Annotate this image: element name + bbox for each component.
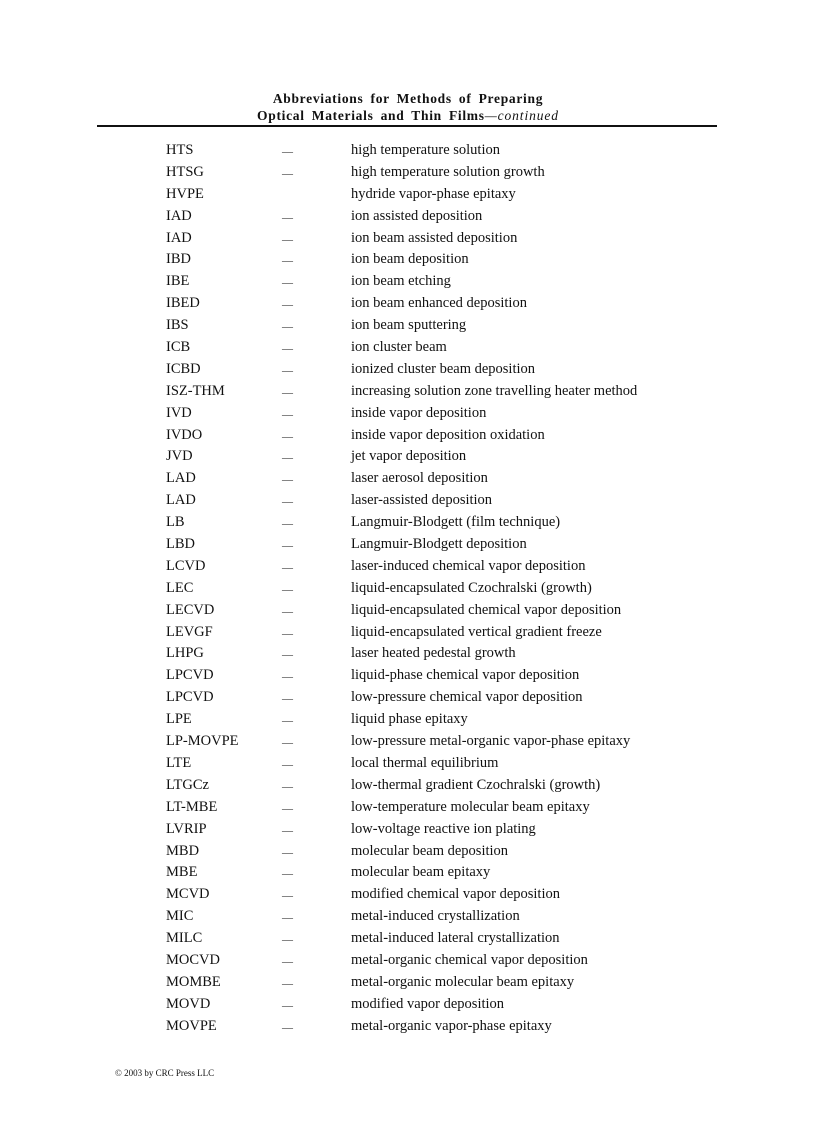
dash-separator: — bbox=[282, 496, 293, 509]
page-title bbox=[0, 90, 816, 124]
description: metal-induced lateral crystallization bbox=[351, 930, 560, 947]
description: inside vapor deposition bbox=[351, 404, 487, 421]
abbreviation: LPCVD bbox=[166, 689, 214, 706]
dash-separator: — bbox=[282, 452, 293, 465]
abbreviation: LHPG bbox=[166, 645, 204, 662]
list-item bbox=[0, 821, 816, 843]
description: metal-organic vapor-phase epitaxy bbox=[351, 1017, 552, 1034]
title-line-2 bbox=[0, 107, 816, 124]
dash-separator: — bbox=[282, 518, 293, 531]
description: Langmuir-Blodgett deposition bbox=[351, 536, 527, 553]
dash-separator: — bbox=[282, 977, 293, 990]
dash-separator: — bbox=[282, 408, 293, 421]
dash-separator: — bbox=[282, 299, 293, 312]
description: low-pressure chemical vapor deposition bbox=[351, 689, 583, 706]
list-item bbox=[0, 624, 816, 646]
list-item bbox=[0, 361, 816, 383]
list-item bbox=[0, 142, 816, 164]
description: liquid-encapsulated vertical gradient freeze bbox=[351, 623, 602, 640]
description: ion cluster beam bbox=[351, 339, 447, 356]
list-item bbox=[0, 908, 816, 930]
description: inside vapor deposition oxidation bbox=[351, 426, 545, 443]
description: ion beam sputtering bbox=[351, 317, 467, 334]
dash-separator: — bbox=[282, 999, 293, 1012]
abbreviation: LCVD bbox=[166, 557, 206, 574]
description: molecular beam epitaxy bbox=[351, 864, 491, 881]
description: Langmuir-Blodgett (film technique) bbox=[351, 514, 561, 531]
dash-separator: — bbox=[282, 758, 293, 771]
dash-separator: — bbox=[282, 649, 293, 662]
description: increasing solution zone travelling heater method bbox=[351, 382, 638, 399]
description: jet vapor deposition bbox=[351, 448, 467, 465]
list-item bbox=[0, 777, 816, 799]
title-line-1: Abbreviations for Methods of Preparing bbox=[272, 91, 544, 106]
list-item bbox=[0, 536, 816, 558]
dash-separator: — bbox=[282, 912, 293, 925]
abbreviation: MILC bbox=[166, 930, 203, 947]
list-item bbox=[0, 580, 816, 602]
description: liquid-encapsulated Czochralski (growth) bbox=[351, 579, 592, 596]
list-item bbox=[0, 427, 816, 449]
abbreviation: IBS bbox=[166, 317, 189, 334]
description: ion beam etching bbox=[351, 273, 451, 290]
dash-separator: — bbox=[282, 430, 293, 443]
abbreviation: IAD bbox=[166, 207, 192, 224]
abbreviation: MBD bbox=[166, 842, 200, 859]
list-item bbox=[0, 864, 816, 886]
title-line-2-text: Optical Materials and Thin Films bbox=[257, 108, 485, 123]
abbreviation: LPCVD bbox=[166, 667, 214, 684]
list-item bbox=[0, 383, 816, 405]
list-item bbox=[0, 711, 816, 733]
list-item bbox=[0, 317, 816, 339]
abbreviation: HTSG bbox=[166, 163, 204, 180]
list-item bbox=[0, 273, 816, 295]
list-item bbox=[0, 974, 816, 996]
list-item bbox=[0, 996, 816, 1018]
dash-separator: — bbox=[282, 715, 293, 728]
list-item bbox=[0, 799, 816, 821]
list-item bbox=[0, 470, 816, 492]
description: laser-induced chemical vapor deposition bbox=[351, 557, 586, 574]
list-item bbox=[0, 492, 816, 514]
list-item bbox=[0, 251, 816, 273]
abbreviation: IBED bbox=[166, 295, 200, 312]
dash-separator: — bbox=[282, 627, 293, 640]
abbreviation: IAD bbox=[166, 229, 192, 246]
list-item bbox=[0, 645, 816, 667]
dash-separator: — bbox=[282, 167, 293, 180]
dash-separator: — bbox=[282, 474, 293, 487]
title-separator: — bbox=[484, 108, 498, 123]
description: hydride vapor-phase epitaxy bbox=[351, 185, 516, 202]
header-rule bbox=[97, 125, 717, 127]
abbreviation: ICBD bbox=[166, 360, 201, 377]
abbreviation: LVRIP bbox=[166, 820, 207, 837]
list-item bbox=[0, 448, 816, 470]
description: modified chemical vapor deposition bbox=[351, 886, 560, 903]
dash-separator: — bbox=[282, 868, 293, 881]
dash-separator: — bbox=[282, 693, 293, 706]
list-item bbox=[0, 843, 816, 865]
description: high temperature solution growth bbox=[351, 163, 545, 180]
dash-separator: — bbox=[282, 146, 293, 158]
description: molecular beam deposition bbox=[351, 842, 509, 859]
abbreviation: LAD bbox=[166, 470, 196, 487]
dash-separator: — bbox=[282, 321, 293, 334]
list-item bbox=[0, 667, 816, 689]
dash-separator: — bbox=[282, 737, 293, 750]
description: low-voltage reactive ion plating bbox=[351, 820, 536, 837]
description: metal-organic molecular beam epitaxy bbox=[351, 973, 575, 990]
dash-separator: — bbox=[282, 955, 293, 968]
dash-separator: — bbox=[282, 780, 293, 793]
abbreviation: HTS bbox=[166, 142, 194, 158]
dash-separator: — bbox=[282, 540, 293, 553]
list-item bbox=[0, 689, 816, 711]
abbreviation: LT-MBE bbox=[166, 798, 218, 815]
description: metal-organic chemical vapor deposition bbox=[351, 951, 588, 968]
dash-separator: — bbox=[282, 802, 293, 815]
description: low-pressure metal-organic vapor-phase epitaxy bbox=[351, 733, 631, 750]
dash-separator: — bbox=[282, 934, 293, 947]
list-item bbox=[0, 164, 816, 186]
description: ion beam deposition bbox=[351, 251, 469, 268]
abbreviation: LP-MOVPE bbox=[166, 733, 239, 750]
dash-separator: — bbox=[282, 583, 293, 596]
abbreviation: LBD bbox=[166, 536, 195, 553]
dash-separator: — bbox=[282, 364, 293, 377]
abbreviation: MIC bbox=[166, 908, 194, 925]
list-item bbox=[0, 558, 816, 580]
dash-separator: — bbox=[282, 255, 293, 268]
dash-separator: — bbox=[282, 211, 293, 224]
description: liquid-encapsulated chemical vapor deposition bbox=[351, 601, 622, 618]
title-continued: continued bbox=[497, 108, 559, 123]
dash-separator: — bbox=[282, 343, 293, 356]
abbreviation: ICB bbox=[166, 339, 191, 356]
list-item bbox=[0, 230, 816, 252]
description: low-temperature molecular beam epitaxy bbox=[351, 798, 590, 815]
abbreviation-list bbox=[0, 142, 816, 1040]
list-item bbox=[0, 295, 816, 317]
list-item bbox=[0, 733, 816, 755]
description: liquid-phase chemical vapor deposition bbox=[351, 667, 580, 684]
dash-separator: — bbox=[282, 561, 293, 574]
abbreviation: MOMBE bbox=[166, 973, 221, 990]
abbreviation: MBE bbox=[166, 864, 198, 881]
dash-separator: — bbox=[282, 671, 293, 684]
list-item bbox=[0, 602, 816, 624]
dash-separator: — bbox=[282, 386, 293, 399]
list-item bbox=[0, 514, 816, 536]
list-item bbox=[0, 952, 816, 974]
description: low-thermal gradient Czochralski (growth) bbox=[351, 776, 601, 793]
abbreviation: LEVGF bbox=[166, 623, 213, 640]
description: local thermal equilibrium bbox=[351, 754, 499, 771]
list-item bbox=[0, 405, 816, 427]
description: metal-induced crystallization bbox=[351, 908, 520, 925]
abbreviation: MCVD bbox=[166, 886, 210, 903]
dash-separator: — bbox=[282, 846, 293, 859]
list-item bbox=[0, 186, 816, 208]
abbreviation: LEC bbox=[166, 579, 194, 596]
abbreviation: IVD bbox=[166, 404, 192, 421]
dash-separator: — bbox=[282, 1021, 293, 1034]
description: laser heated pedestal growth bbox=[351, 645, 516, 662]
list-item bbox=[0, 930, 816, 952]
abbreviation: LB bbox=[166, 514, 185, 531]
list-item bbox=[0, 208, 816, 230]
abbreviation: LAD bbox=[166, 492, 196, 509]
list-item bbox=[0, 886, 816, 908]
description: ion beam enhanced deposition bbox=[351, 295, 527, 312]
dash-separator: — bbox=[282, 890, 293, 903]
description: laser-assisted deposition bbox=[351, 492, 493, 509]
dash-separator: — bbox=[282, 824, 293, 837]
abbreviation: ISZ-THM bbox=[166, 382, 225, 399]
abbreviation: IVDO bbox=[166, 426, 203, 443]
abbreviation: MOVPE bbox=[166, 1017, 217, 1034]
dash-separator: — bbox=[282, 233, 293, 246]
abbreviation: IBD bbox=[166, 251, 191, 268]
description: ion beam assisted deposition bbox=[351, 229, 518, 246]
abbreviation: MOVD bbox=[166, 995, 211, 1012]
abbreviation: JVD bbox=[166, 448, 193, 465]
dash-separator: — bbox=[282, 277, 293, 290]
copyright-footer: © 2003 by CRC Press LLC bbox=[115, 1068, 215, 1078]
description: laser aerosol deposition bbox=[351, 470, 488, 487]
abbreviation: LECVD bbox=[166, 601, 215, 618]
abbreviation: LPE bbox=[166, 711, 192, 728]
abbreviation: IBE bbox=[166, 273, 190, 290]
list-item bbox=[0, 339, 816, 361]
description: liquid phase epitaxy bbox=[351, 711, 468, 728]
abbreviation: LTE bbox=[166, 754, 192, 771]
description: ionized cluster beam deposition bbox=[351, 360, 536, 377]
list-item bbox=[0, 1018, 816, 1040]
description: modified vapor deposition bbox=[351, 995, 505, 1012]
list-item bbox=[0, 755, 816, 777]
description: ion assisted deposition bbox=[351, 207, 483, 224]
abbreviation: HVPE bbox=[166, 185, 204, 202]
abbreviation: MOCVD bbox=[166, 951, 220, 968]
dash-separator: — bbox=[282, 605, 293, 618]
abbreviation: LTGCz bbox=[166, 776, 209, 793]
description: high temperature solution bbox=[351, 142, 500, 158]
